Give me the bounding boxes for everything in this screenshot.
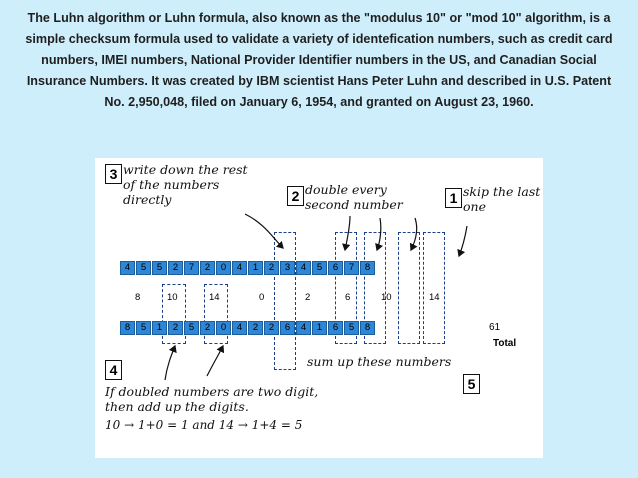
total-value: 61 bbox=[489, 322, 501, 333]
digit-cell: 5 bbox=[344, 321, 359, 335]
digit-cell: 4 bbox=[296, 261, 311, 275]
doubled-value: 6 bbox=[345, 292, 351, 303]
digit-cell: 5 bbox=[312, 261, 327, 275]
digit-cell: 2 bbox=[168, 321, 183, 335]
step-5-badge: 5 bbox=[463, 374, 480, 394]
example-formula: 10 → 1+0 = 1 and 14 → 1+4 = 5 bbox=[105, 418, 303, 432]
digit-cell: 8 bbox=[360, 261, 375, 275]
step-4-badge: 4 bbox=[105, 360, 122, 380]
step-1-badge: 1 bbox=[445, 188, 462, 208]
digit-cell: 5 bbox=[152, 261, 167, 275]
digit-cell: 3 bbox=[280, 261, 295, 275]
intro-paragraph: The Luhn algorithm or Luhn formula, also known as the "modulus 10" or "mod 10" algorithm, is a simple checksum formula used to validate a variety of identefication numbers, such as credit card numbers, IMEI numbers, National Provider Identifier numbers in the US, and Canadian Social Insurance Numbers. It was created by IBM scientist Hans Peter Luhn and described in U.S. Patent No. 2,950,048, filed on January 6, 1954, and granted on August 23, 1960. bbox=[25, 11, 613, 109]
step-5-caption: sum up these numbers bbox=[307, 354, 452, 369]
digit-cell: 2 bbox=[168, 261, 183, 275]
digit-cell: 4 bbox=[120, 261, 135, 275]
digit-cell: 5 bbox=[136, 261, 151, 275]
digit-cell: 8 bbox=[360, 321, 375, 335]
digit-cell: 4 bbox=[232, 261, 247, 275]
digit-cell: 7 bbox=[344, 261, 359, 275]
digit-cell: 6 bbox=[280, 321, 295, 335]
arrow-icon bbox=[95, 158, 543, 458]
step-4-caption: If doubled numbers are two digit, then add up the digits. bbox=[105, 384, 319, 414]
doubled-value: 0 bbox=[259, 292, 265, 303]
digit-cell: 2 bbox=[248, 321, 263, 335]
digit-cell: 1 bbox=[248, 261, 263, 275]
digit-cell: 0 bbox=[216, 261, 231, 275]
step-1-caption: skip the last one bbox=[463, 184, 541, 214]
doubled-value: 2 bbox=[305, 292, 311, 303]
digit-cell: 4 bbox=[296, 321, 311, 335]
digit-cell: 8 bbox=[120, 321, 135, 335]
step-3-badge: 3 bbox=[105, 164, 122, 184]
doubled-value: 14 bbox=[209, 292, 220, 303]
total-label: Total bbox=[493, 338, 517, 349]
digit-cell: 1 bbox=[152, 321, 167, 335]
digit-cell: 4 bbox=[232, 321, 247, 335]
luhn-diagram bbox=[95, 158, 543, 458]
step-2-badge: 2 bbox=[287, 186, 304, 206]
digit-cell: 2 bbox=[200, 321, 215, 335]
digit-cell: 1 bbox=[312, 321, 327, 335]
doubled-value: 14 bbox=[429, 292, 440, 303]
doubled-value: 8 bbox=[135, 292, 141, 303]
digit-cell: 2 bbox=[264, 321, 279, 335]
digit-cell: 6 bbox=[328, 321, 343, 335]
digit-cell: 5 bbox=[136, 321, 151, 335]
doubled-value: 10 bbox=[167, 292, 178, 303]
digit-cell: 2 bbox=[264, 261, 279, 275]
step-3-caption: write down the rest of the numbers directly bbox=[123, 162, 248, 207]
step-2-caption: double every second number bbox=[305, 182, 403, 212]
doubled-value: 10 bbox=[381, 292, 392, 303]
digit-cell: 7 bbox=[184, 261, 199, 275]
digit-cell: 2 bbox=[200, 261, 215, 275]
digit-cell: 5 bbox=[184, 321, 199, 335]
digit-cell: 6 bbox=[328, 261, 343, 275]
digit-cell: 0 bbox=[216, 321, 231, 335]
